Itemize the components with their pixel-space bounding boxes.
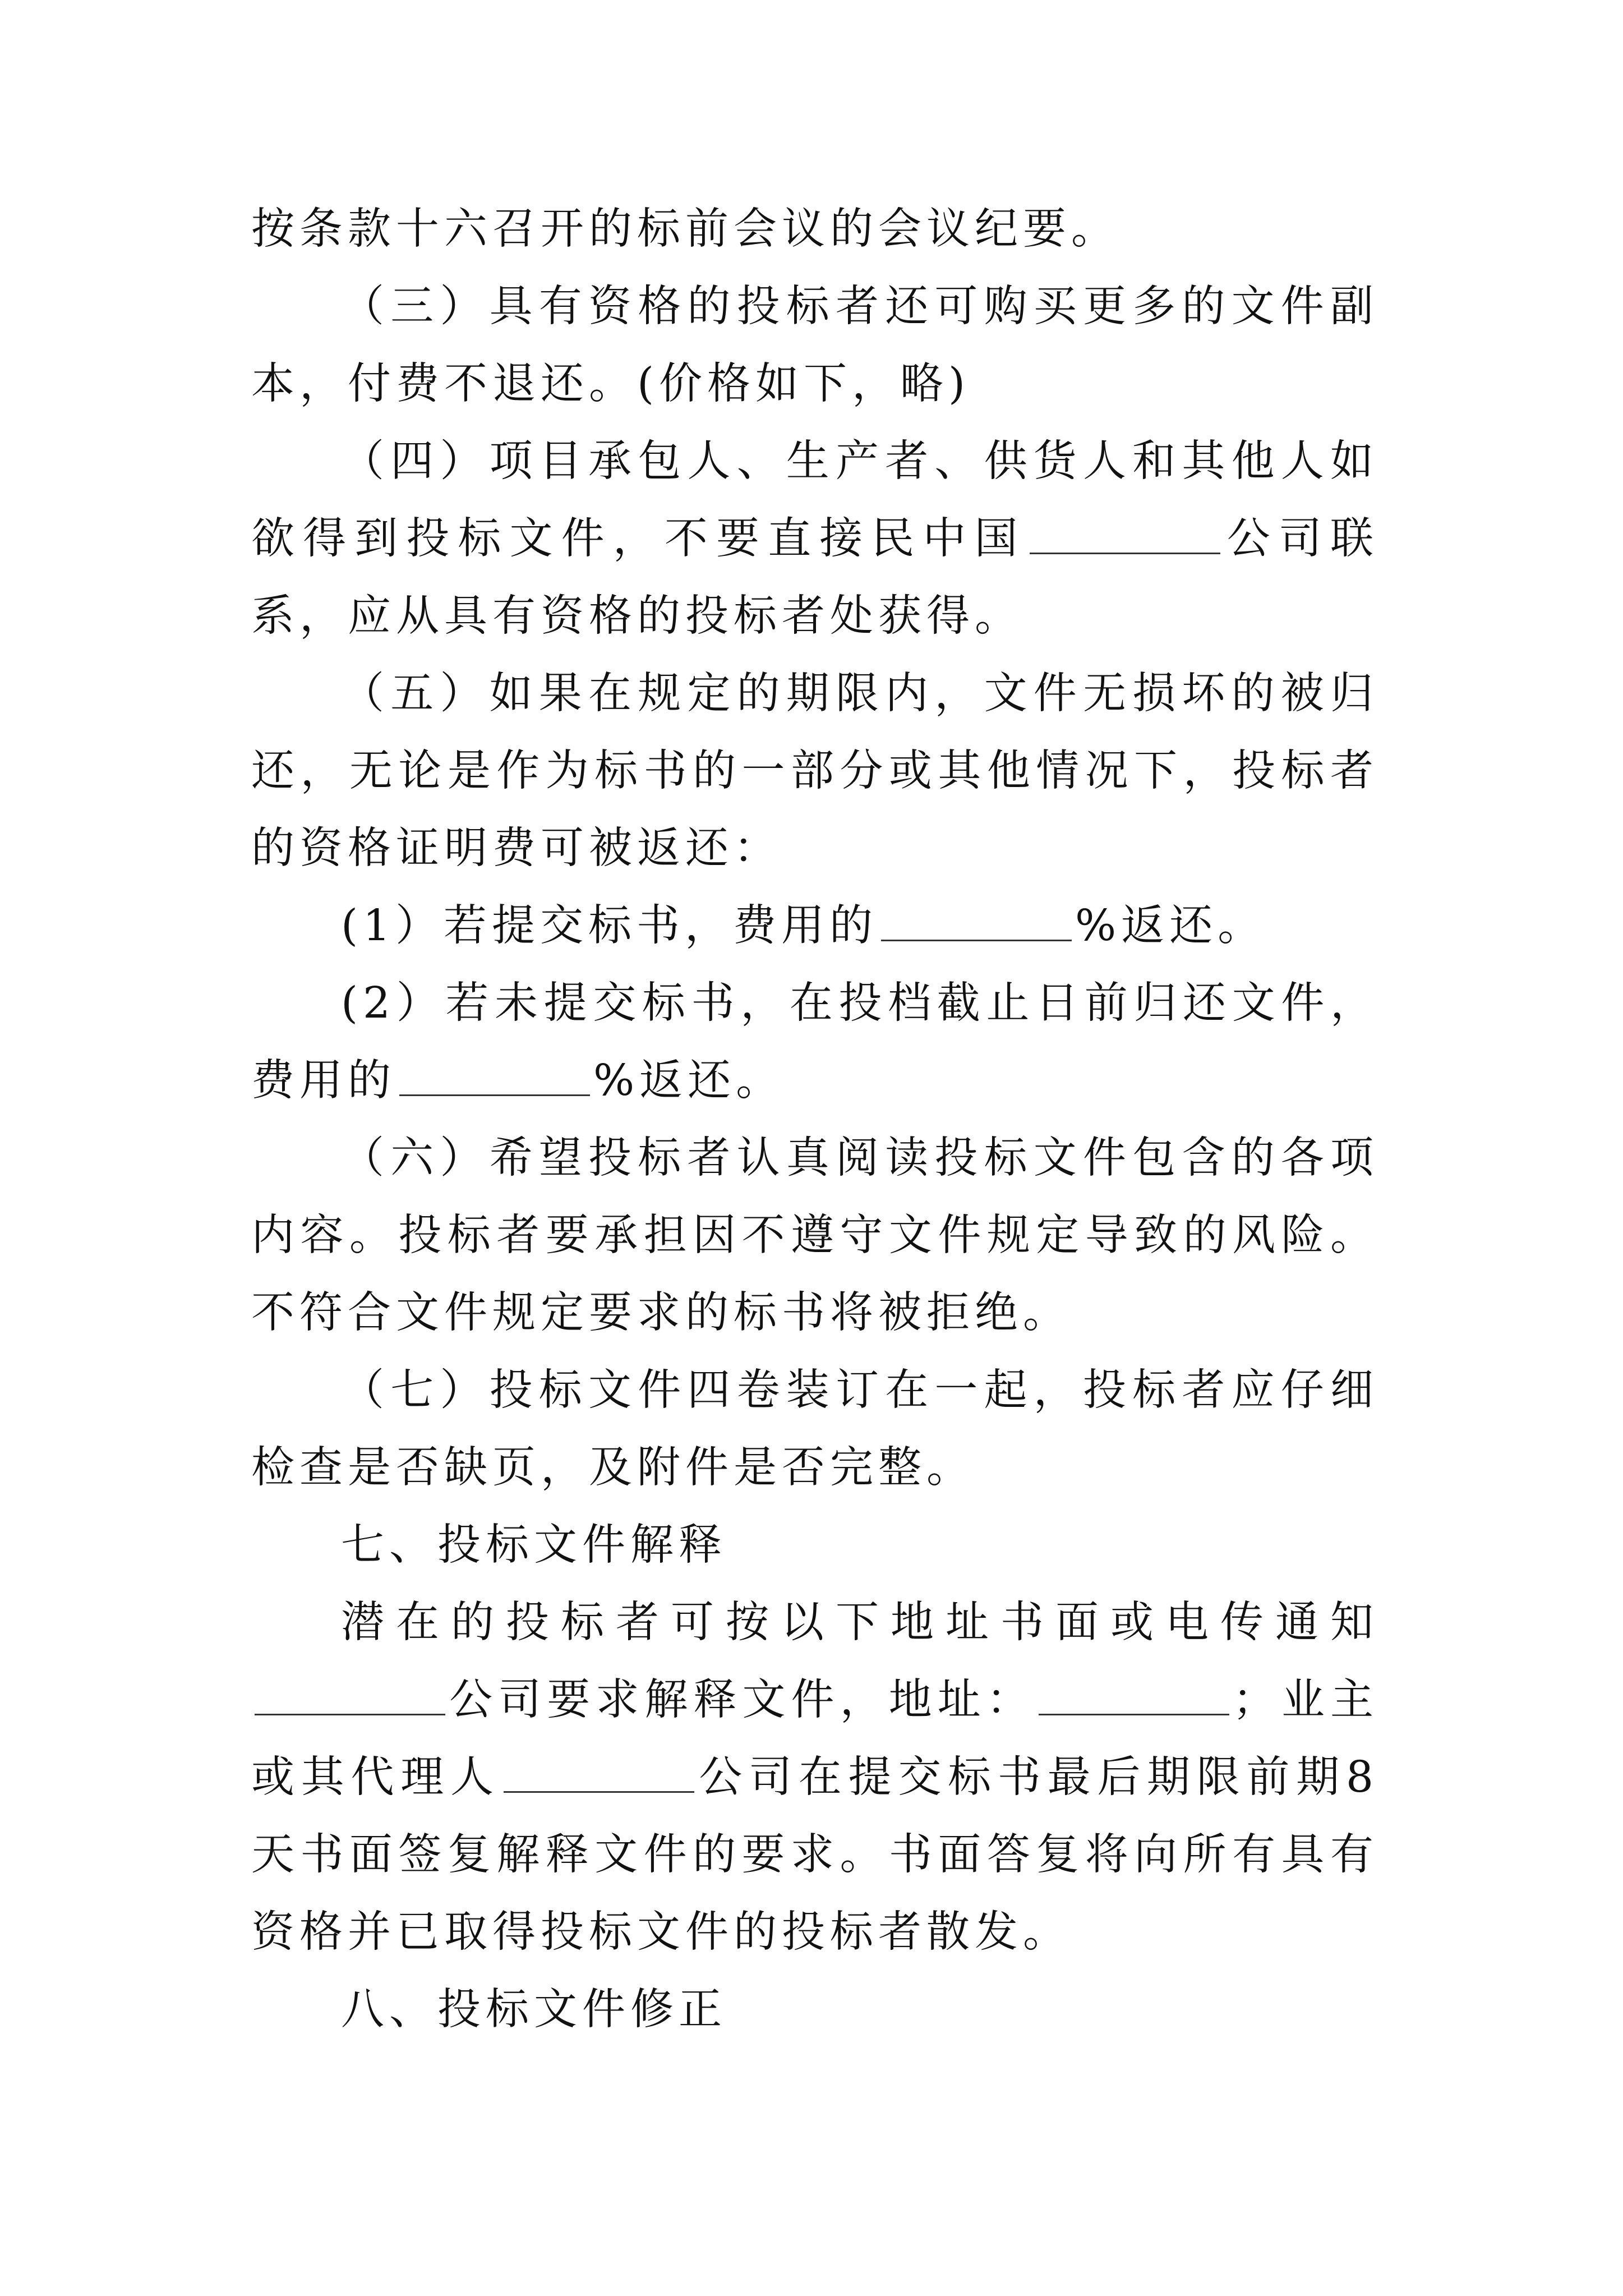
- fill-in-blank[interactable]: [504, 1757, 694, 1793]
- heading-text: 七、投标文件解释: [341, 1520, 727, 1570]
- paragraph-text: 公司要求解释文件，地址：: [449, 1675, 1035, 1725]
- fill-in-blank[interactable]: [255, 1680, 445, 1715]
- fill-in-blank[interactable]: [881, 906, 1072, 941]
- paragraph-text: (2）若未提交标书，在投档截止日前归还文件，费用的: [251, 978, 1378, 1106]
- paragraph-text: 潜在的投标者可按以下地址书面或电传通知: [341, 1598, 1378, 1648]
- fill-in-blank[interactable]: [1039, 1680, 1229, 1715]
- paragraph-text: （四）项目承包人、生产者、供货人和其他人如欲得到投标文件，不要直接民中国: [251, 436, 1378, 564]
- paragraph-subitem-1: [251, 887, 1378, 965]
- paragraph-item-7: [251, 1352, 1378, 1507]
- fill-in-blank[interactable]: [399, 1061, 590, 1096]
- document-body: [251, 191, 1378, 2049]
- paragraph-interpretation: [251, 1584, 1378, 1971]
- paragraph-item-4: [251, 423, 1378, 655]
- paragraph-text: %返还。: [593, 1056, 785, 1106]
- section-heading-7: [251, 1507, 1378, 1584]
- paragraph-text: （三）具有资格的投标者还可购买更多的文件副本，付费不退还。(价格如下，略): [251, 282, 1378, 409]
- section-heading-8: [251, 1971, 1378, 2049]
- paragraph-subitem-2: [251, 965, 1378, 1120]
- paragraph-text: （七）投标文件四卷装订在一起，投标者应仔细检查是否缺页，及附件是否完整。: [251, 1365, 1378, 1493]
- paragraph-continuation: [251, 191, 1378, 268]
- paragraph-item-5: [251, 655, 1378, 887]
- paragraph-text: （六）希望投标者认真阅读投标文件包含的各项内容。投标者要承担因不遵守文件规定导致的风险。不符合文件规定要求的标书将被拒绝。: [251, 1133, 1378, 1338]
- fill-in-blank[interactable]: [1030, 519, 1220, 554]
- paragraph-text: （五）如果在规定的期限内，文件无损坏的被归还，无论是作为标书的一部分或其他情况下，投标者的资格证明费可被返还：: [251, 669, 1378, 873]
- paragraph-item-3: [251, 268, 1378, 423]
- paragraph-item-6: [251, 1120, 1378, 1352]
- paragraph-text: (1）若提交标书，费用的: [341, 901, 878, 951]
- paragraph-text: 公司联系，应从具有资格的投标者处获得。: [251, 514, 1379, 641]
- paragraph-text: 公司在提交标书最后期限前期8天书面签复解释文件的要求。书面答复将向所有具有资格并已取得投标文件的投标者散发。: [251, 1752, 1378, 1957]
- paragraph-text: 按条款十六召开的标前会议的会议纪要。: [251, 204, 1119, 254]
- paragraph-text: %返还。: [1075, 901, 1266, 951]
- paragraph-text: ；业主或其代理人: [251, 1675, 1379, 1802]
- heading-text: 八、投标文件修正: [341, 1985, 727, 2035]
